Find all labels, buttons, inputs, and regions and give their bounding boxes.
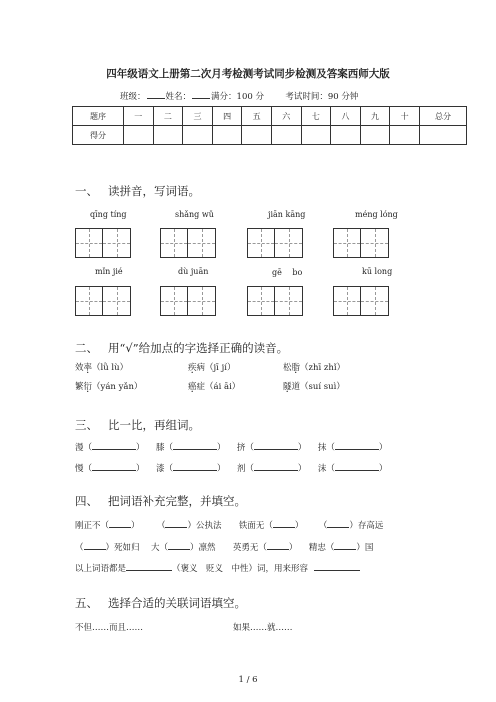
- pinyin-label: qīng tíng: [90, 210, 127, 219]
- answer-blank[interactable]: [165, 518, 187, 528]
- reading-options[interactable]: （suí suì）: [300, 382, 345, 392]
- idiom-line: 刚正不（ ） （ ）公执法 铁面无（ ） （ ）存高远: [75, 518, 383, 531]
- answer-blank[interactable]: [254, 440, 298, 450]
- score-input-cell[interactable]: [301, 126, 331, 145]
- conjunction-option: 不但……而且……: [75, 623, 144, 633]
- score-value-row: [73, 126, 467, 145]
- answer-blank[interactable]: [109, 518, 131, 528]
- pinyin-label: jiān kāng: [268, 210, 306, 219]
- table-cell: 三: [183, 107, 213, 126]
- answer-blank[interactable]: [126, 561, 172, 571]
- section-title: 把词语补充完整，并填空。: [108, 494, 246, 508]
- score-input-cell[interactable]: [271, 126, 301, 145]
- section-number: 三、: [75, 418, 98, 432]
- table-cell: 七: [301, 107, 331, 126]
- score-input-cell[interactable]: [360, 126, 390, 145]
- compare-row: 漫（ ） 膝（ ） 挤（ ） 抹（ ）: [75, 440, 387, 453]
- class-blank: [147, 90, 165, 99]
- writing-box[interactable]: [247, 286, 303, 316]
- reading-item: 隧道（suí suì）: [283, 382, 345, 392]
- table-cell: 十: [390, 107, 420, 126]
- section-title: 读拼音，写词语。: [108, 184, 200, 198]
- table-cell: 得分: [73, 126, 124, 145]
- pinyin-label: dù juān: [178, 267, 209, 276]
- writing-box[interactable]: [160, 228, 216, 258]
- class-label: 班级：: [120, 92, 146, 102]
- table-cell: 题序: [73, 107, 124, 126]
- compare-row: 慢（ ） 漆（ ） 剂（ ） 沫（ ）: [75, 461, 387, 474]
- reading-item: 疾病（jī jí）: [188, 363, 236, 373]
- name-blank: [192, 90, 210, 99]
- idiom-summary-line: 以上词语都是 （褒义 贬义 中性）词，用来形容: [75, 561, 360, 574]
- answer-blank[interactable]: [273, 518, 295, 528]
- reading-item: 松脂（zhī zhǐ）: [283, 363, 346, 373]
- info-line: [120, 90, 358, 102]
- answer-blank[interactable]: [335, 440, 379, 450]
- reading-options[interactable]: （yán yǎn）: [92, 382, 143, 392]
- section-number: 二、: [75, 341, 98, 355]
- score-input-cell[interactable]: [212, 126, 242, 145]
- idiom-line: （ ）死如归 大（ ）凛然 英勇无（ ） 精忠（ ）国: [75, 540, 373, 553]
- section-4-heading: [75, 493, 246, 509]
- writing-box[interactable]: [333, 286, 389, 316]
- reading-item: 癌症（ái āi）: [188, 382, 241, 392]
- score-input-cell[interactable]: [331, 126, 361, 145]
- reading-options[interactable]: （jī jí）: [205, 363, 236, 373]
- name-label: 姓名：: [165, 92, 192, 102]
- answer-blank[interactable]: [84, 540, 106, 550]
- answer-blank[interactable]: [334, 540, 356, 550]
- section-title: 用“√”给加点的字选择正确的读音。: [108, 341, 289, 355]
- full-score: 满分：100 分: [211, 92, 264, 102]
- writing-box[interactable]: [75, 228, 131, 258]
- score-input-cell[interactable]: [420, 126, 467, 145]
- answer-blank[interactable]: [254, 461, 298, 471]
- section-5-heading: [75, 595, 246, 611]
- section-number: 五、: [75, 596, 98, 610]
- section-title: 比一比，再组词。: [108, 418, 200, 432]
- score-input-cell[interactable]: [242, 126, 272, 145]
- section-title: 选择合适的关联词语填空。: [108, 596, 246, 610]
- reading-options[interactable]: （ái āi）: [205, 382, 241, 392]
- pinyin-label: mǐn jié: [95, 267, 123, 276]
- section-number: 一、: [75, 184, 98, 198]
- conjunction-option: 如果……就……: [233, 623, 293, 633]
- page-number: 1 / 6: [238, 675, 258, 685]
- score-input-cell[interactable]: [124, 126, 154, 145]
- document-title: 四年级语文上册第二次月考检测考试同步检测及答案西师大版: [106, 68, 390, 80]
- reading-item: 效率（lǜ lù）: [75, 363, 129, 373]
- pinyin-label: kū long: [362, 267, 393, 276]
- table-cell: 一: [124, 107, 154, 126]
- answer-blank[interactable]: [173, 440, 217, 450]
- section-2-heading: [75, 340, 288, 356]
- answer-blank[interactable]: [173, 461, 217, 471]
- writing-box[interactable]: [333, 228, 389, 258]
- table-cell: 总分: [420, 107, 467, 126]
- section-3-heading: [75, 417, 200, 433]
- answer-blank[interactable]: [335, 461, 379, 471]
- exam-time: 考试时间：90 分钟: [285, 92, 359, 102]
- answer-blank[interactable]: [168, 540, 190, 550]
- writing-box[interactable]: [75, 286, 131, 316]
- pinyin-label: méng lóng: [355, 210, 398, 219]
- section-1-heading: [75, 183, 200, 199]
- writing-box[interactable]: [247, 228, 303, 258]
- reading-options[interactable]: （lǜ lù）: [92, 363, 129, 373]
- reading-item: 繁衍（yán yǎn）: [75, 382, 143, 392]
- score-input-cell[interactable]: [153, 126, 183, 145]
- answer-blank[interactable]: [92, 440, 136, 450]
- table-cell: 九: [360, 107, 390, 126]
- section-number: 四、: [75, 494, 98, 508]
- table-cell: 五: [242, 107, 272, 126]
- answer-blank[interactable]: [92, 461, 136, 471]
- answer-blank[interactable]: [327, 518, 349, 528]
- pinyin-label: gē bo: [272, 268, 303, 277]
- reading-options[interactable]: （zhī zhǐ）: [300, 363, 346, 373]
- pinyin-label: shǎng wǔ: [175, 210, 214, 219]
- answer-blank[interactable]: [267, 540, 289, 550]
- score-input-cell[interactable]: [183, 126, 213, 145]
- score-table: [72, 106, 467, 145]
- writing-box[interactable]: [160, 286, 216, 316]
- answer-blank[interactable]: [314, 561, 360, 571]
- score-header-row: [73, 107, 467, 126]
- table-cell: 八: [331, 107, 361, 126]
- table-cell: 四: [212, 107, 242, 126]
- table-cell: 二: [153, 107, 183, 126]
- table-cell: 六: [271, 107, 301, 126]
- score-input-cell[interactable]: [390, 126, 420, 145]
